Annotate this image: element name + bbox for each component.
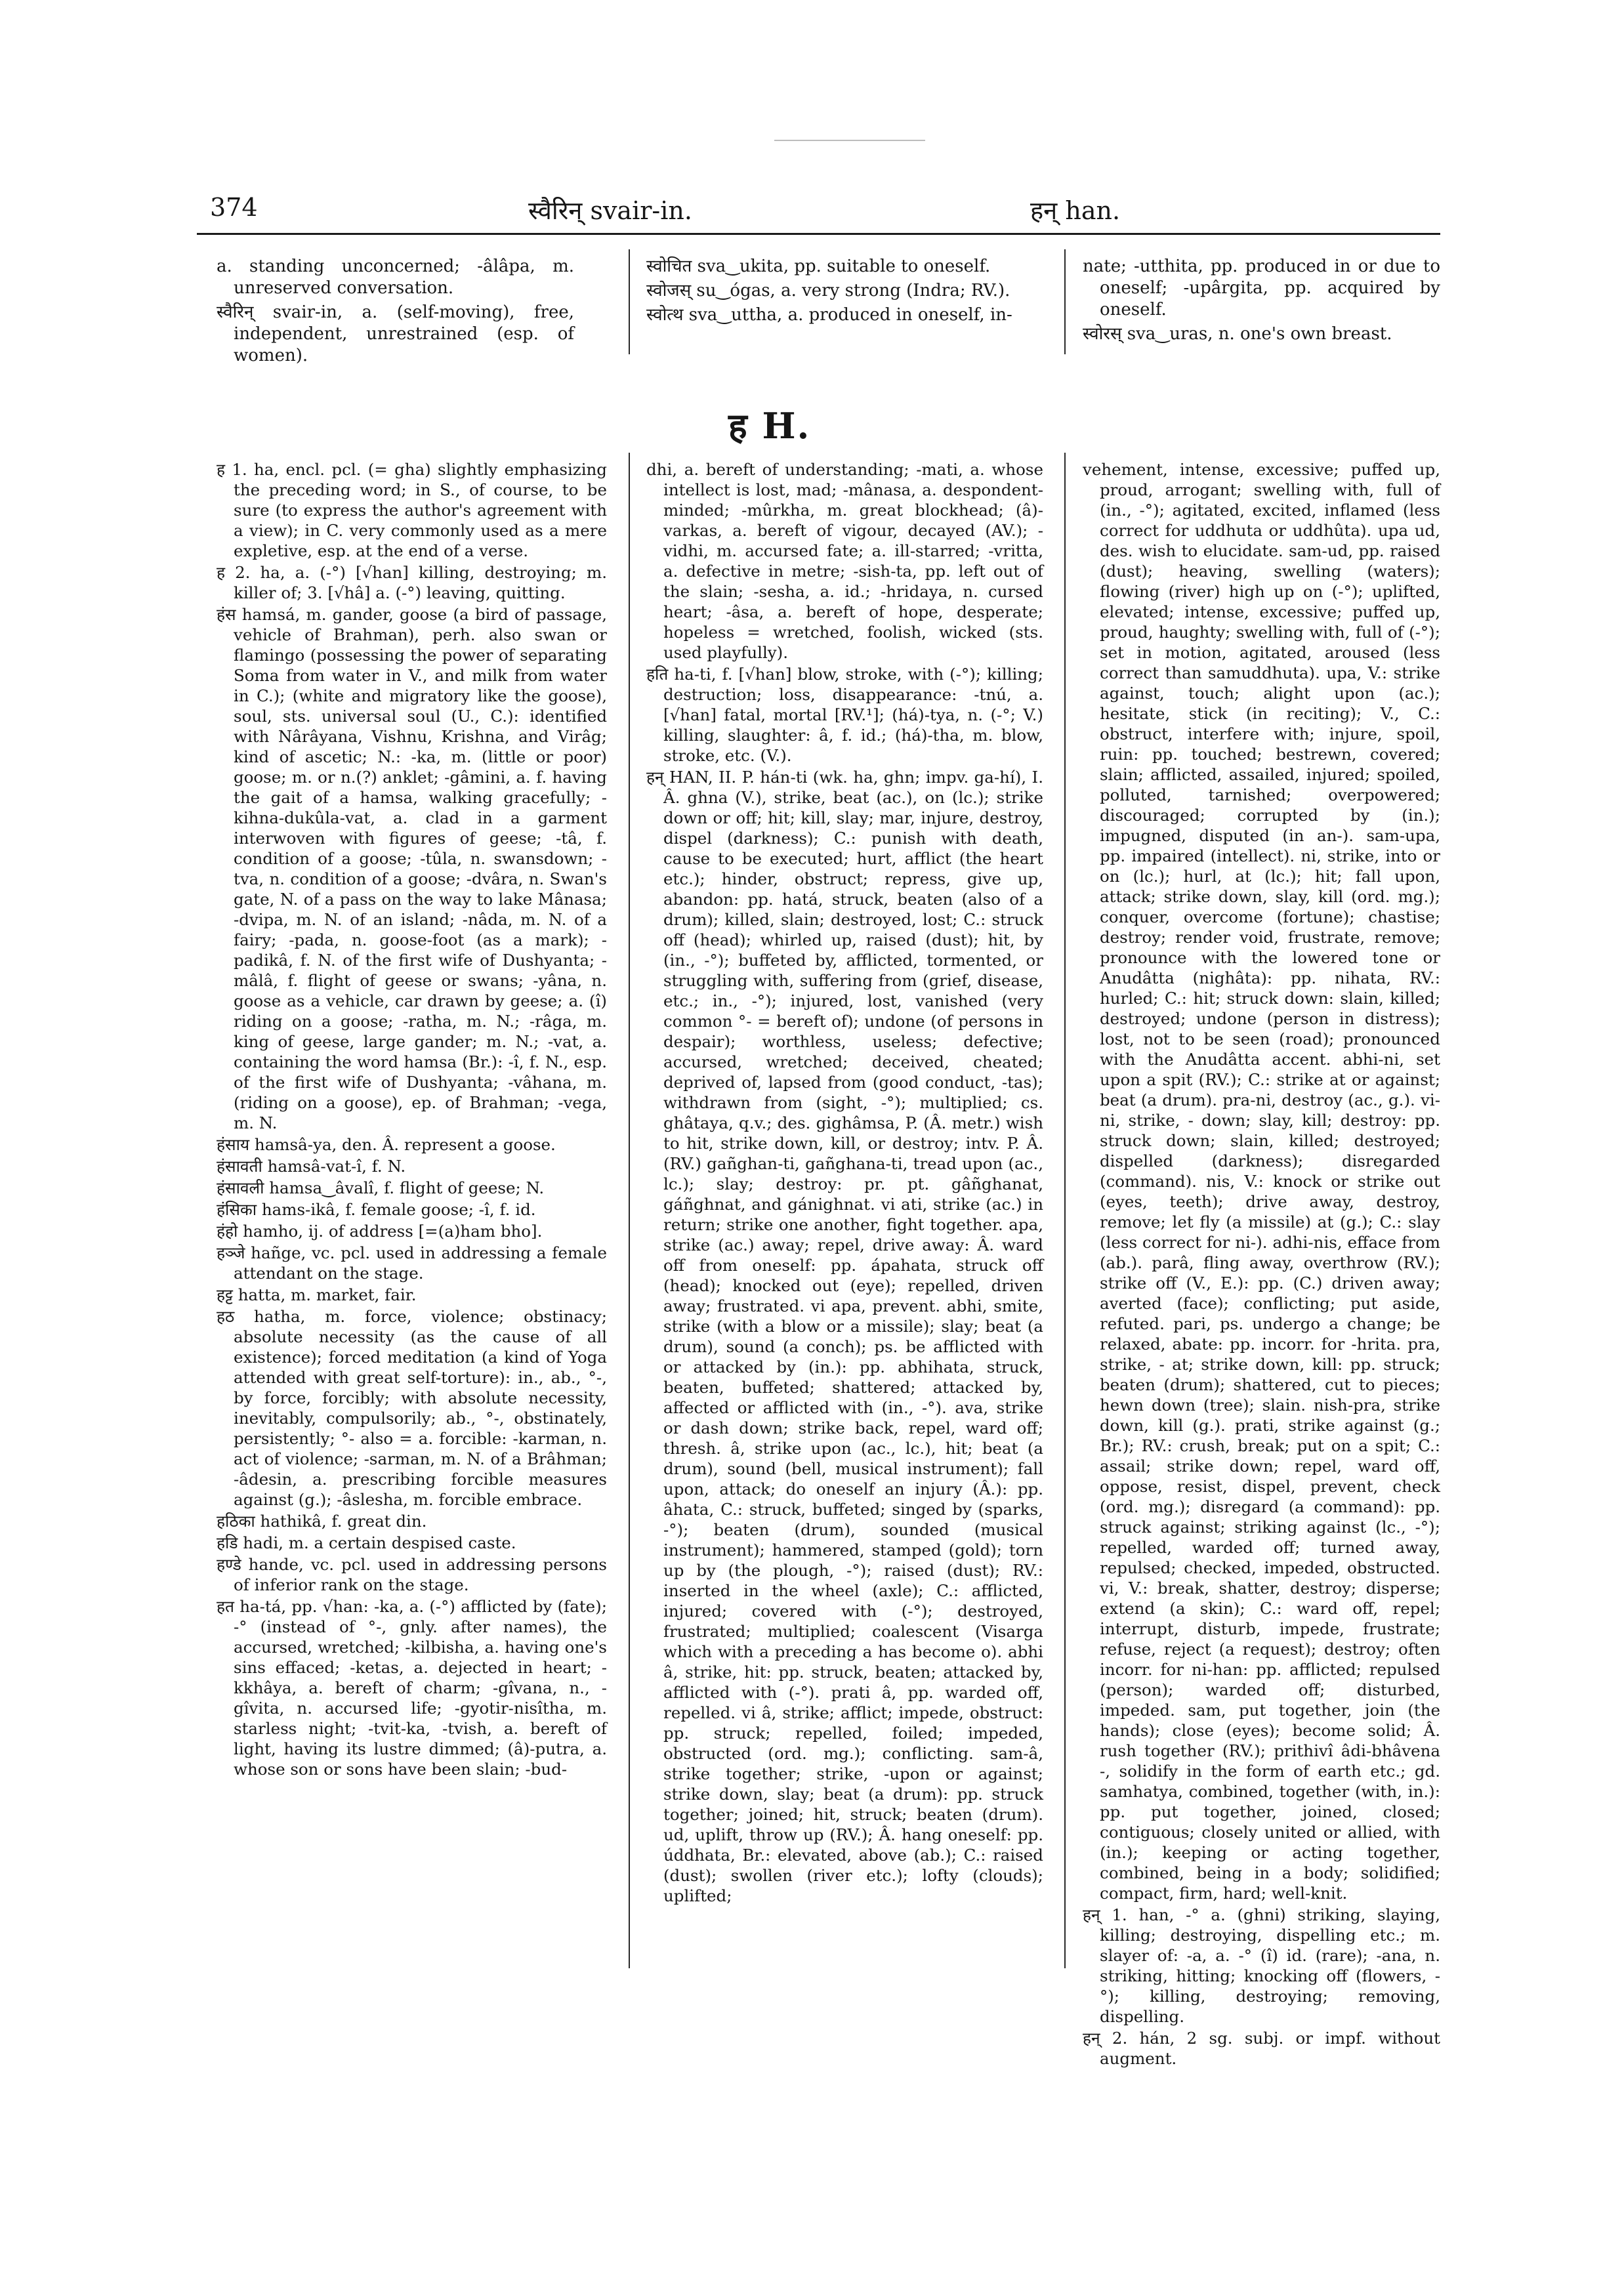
right-guide-word: हन् han. bbox=[1030, 196, 1121, 225]
entry: vehement, intense, excessive; puffed up, proud, arrogant; swelling with, full of (in., -°); agitated, excited, inflamed (less correct for uddhuta or uddhûta). upa ud, des. wish to elucidate. sam-ud, pp. raised (dust); heaving, swelling (waters); flowing (river) high up on (-°); uplifted, elevated; intense, excessive; puffed up, proud, haughty; swelling with, full of (-°); set in motion, agitated, aroused (less correct than samuddhuta). upa, V.: strike against, touch; alight upon (ac.); hesitate, stick (in reciting); V., C.: obstruct, interfere with; injure, spoil, ruin: pp. touched; bestrewn, covered; slain; afflicted, assailed, injured; spoiled, polluted, tarnished; overpowered; discouraged; corrupted by (in.); impugned, disputed (in an-). sam-upa, pp. impaired (intellect). ni, strike, into or on (lc.); hurl, at (lc.); hit; fall upon, attack; strike down, slay, kill (ord. mg.); conquer, overcome (fortune); chastise; destroy; render void, frustrate, remove; pronounce with the lowered tone or Anudâtta (nighâta): pp. nihata, RV.: hurled; C.: hit; struck down: slain, killed; destroyed; undone (person in distress); lost, not to be seen (road); pronounced with the Anudâtta accent. abhi-ni, set upon a spit (RV.); C.: strike at or against; beat (a drum). pra-ni, destroy (ac., g.). vi-ni, strike, - down; slay, kill; destroy: pp. struck down; slain, killed; destroyed; dispelled (darkness); disregarded (command). nis, V.: knock or strike out (eyes, teeth); drive away, destroy, remove; let fly (a missile) at (g.); C.: slay (less correct for ni-). adhi-nis, efface from (ab.). parâ, fling away, overthrow (RV.); strike off (V., E.): pp. (C.) driven away; averted (face); conflicting; put aside, refuted. pari, ps. undergo a change; be relaxed, abate: pp. incorr. for -hrita. pra, strike, - at; strike down, kill: pp. struck; beaten (drum); shattered, cut to pieces; hewn down (tree); slain. nish-pra, strike down, kill (g.). prati, strike against (g.; Br.); RV.: crush, break; put on a spit; C.: assail; strike down; repel, ward off, oppose, resist, dispel, prevent, check (ord. mg.); disregard (a command): pp. struck against; striking against (lc., -°); repelled, warded off; turned away, repulsed; checked, impeded, obstructed. vi, V.: break, shatter, destroy; disperse; extend (a skin); C.: ward off, repel; interrupt, disturb, impede, frustrate; refuse, reject (a request); destroy; often incorr. for ni-han: pp. afflicted; repulsed (person); warded off; disturbed, impeded. sam, put together, join (the hands); close (eyes); become solid; Â. rush together (RV.); prithivî âdi-bhâvena -, solidify in the form of earth etc.; gd. samhatya, combined, together (with, in.): pp. put together, joined, closed; contiguous; closely united or allied, with (in.); keeping or acting together, combined, being in a body; solidified; compact, firm, hard; well-knit. bbox=[1083, 460, 1440, 1903]
left-guide-word: स्वैरिन् svair-in. bbox=[528, 196, 692, 225]
entry: हंसाय hamsâ-ya, den. Â. represent a goose. bbox=[217, 1135, 556, 1154]
top-entry: a. standing unconcerned; -âlâpa, m. unreserved conversation. bbox=[217, 257, 574, 298]
entry: हंसावली hamsa‿âvalî, f. flight of geese; N. bbox=[217, 1178, 545, 1197]
main-column-1 bbox=[217, 459, 607, 1781]
entry: हठिका hathikâ, f. great din. bbox=[217, 1512, 427, 1531]
entry: ह 2. ha, a. (-°) [√han] killing, destroying; m. killer of; 3. [√hâ] a. (-°) leaving, quitting. bbox=[217, 563, 607, 602]
entry: हठ hatha, m. force, violence; obstinacy; absolute necessity (as the cause of all existence); forced meditation (a kind of Yoga attended with great self-torture): in., ab., °-, by force, forcibly; with absolute necessity, inevitably, compulsorily; ab., °-, obstinately, persistently; °- also = a. forcible: -karman, n. act of violence; -sarman, m. N. of a Brâhman; -âdesin, a. prescribing forcible measures against (g.); -âslesha, m. forcible embrace. bbox=[217, 1307, 607, 1509]
entry: हंसावती hamsâ-vat-î, f. N. bbox=[217, 1157, 406, 1176]
column-divider bbox=[1064, 453, 1066, 1968]
top-entry: स्वोचित sva‿ukita, pp. suitable to oneself. bbox=[646, 257, 991, 276]
column-divider bbox=[629, 453, 630, 1968]
running-header bbox=[197, 192, 1440, 228]
top-entry: स्वोत्थ sva‿uttha, a. produced in oneself, in- bbox=[646, 305, 1012, 325]
entry: हन् 2. hán, 2 sg. subj. or impf. without augment. bbox=[1083, 2029, 1440, 2068]
top-column-divider bbox=[1064, 249, 1066, 354]
entry: हंस hamsá, m. gander, goose (a bird of passage, vehicle of Brahman), perh. also swan or flamingo (possessing the power of separating Soma from water in V., and milk from water in C.); (white and migratory like the goose), soul, sts. universal soul (U., C.): identified with Nârâyana, Vishnu, Krishna, and Virâg; kind of ascetic; N.: -ka, m. (little or poor) goose; m. or n.(?) anklet; -gâmini, a. f. having the gait of a hamsa, walking gracefully; -kihna-dukûla-vat, a. clad in a garment interwoven with figures of geese; -tâ, f. condition of a goose; -tûla, n. swansdown; -tva, n. condition of a goose; -dvâra, n. Swan's gate, N. of a pass on the way to lake Mânasa; -dvipa, m. N. of an island; -nâda, m. N. of a fairy; -pada, n. goose-foot (as a mark); -padikâ, f. N. of the first wife of Dushyanta; -mâlâ, f. flight of geese or swans; -yâna, n. goose as a vehicle, car drawn by geese; a. (î) riding on a goose; -ratha, m. N.; -râga, m. king of geese, large gander; m. N.; -vat, a. containing the word hamsa (Br.): -î, f. N., esp. of the first wife of Dushyanta; -vâhana, m. (riding on a goose), ep. of Brahman; -vega, m. N. bbox=[217, 605, 607, 1132]
entry: हंसिका hams-ikâ, f. female goose; -î, f. id. bbox=[217, 1200, 536, 1219]
main-column-3 bbox=[1083, 459, 1440, 2070]
top-column-3 bbox=[1083, 256, 1440, 348]
entry: ह 1. ha, encl. pcl. (= gha) slightly emphasizing the preceding word; in S., of course, to be sure (to express the author's agreement with a view); in C. very commonly used as a mere expletive, esp. at the end of a verse. bbox=[217, 460, 607, 560]
top-entry: स्वैरिन् svair-in, a. (self-moving), free, independent, unrestrained (esp. of women). bbox=[217, 302, 574, 365]
entry: हन् HAN, II. P. hán-ti (wk. ha, ghn; impv. ga-hí), I. Â. ghna (V.), strike, beat (ac.), on (lc.); strike down or off; hit; kill, slay; mar, injure, destroy, dispel (darkness); C.: punish with death, cause to be executed; hurt, afflict (the heart etc.); hinder, obstruct; repress, give up, abandon: pp. hatá, struck, beaten (also of a drum); killed, slain; destroyed, lost; C.: struck off (head); whirled up, raised (dust); hit, by (in., -°); buffeted by, afflicted, tormented, or struggling with, suffering from (grief, disease, etc.; in., -°); injured, lost, vanished (very common °- = bereft of); undone (of persons in despair); worthless, useless; defective; accursed, wretched; deceived, cheated; deprived of, lapsed from (good conduct, -tas); withdrawn from (sight, -°); multiplied; cs. ghâtaya, q.v.; des. gighâmsa, P. (Â. metr.) wish to hit, strike down, kill, or destroy; intv. P. Â. (RV.) gañghan-ti, gañghana-ti, tread upon (ac., lc.); slay; destroy: pr. pt. gâñghanat, gáñghnat, and gánighnat. vi ati, strike (ac.) in return; strike one another, fight together. apa, strike (ac.) away; repel, drive away: Â. ward off from oneself: pp. ápahata, struck off (head); knocked out (eye); repelled, driven away; frustrated. vi apa, prevent. abhi, smite, strike (with a blow or a missile); slay; beat (a drum), sound (a conch); ps. be afflicted with or attacked by (in.): pp. abhihata, struck, beaten, buffeted; shattered; attacked by, affected or afflicted with (in., -°). ava, strike or dash down; strike back, repel, ward off; thresh. â, strike upon (ac., lc.), hit; beat (a drum), sound (bell, musical instrument); fall upon, attack; do oneself an injury (Â.): pp. âhata, C.: struck, buffeted; singed by (sparks, -°); beaten (drum), sounded (musical instrument); hammered, stamped (gold); torn up by (the plough, -°); raised (dust); RV.: inserted in the wheel (axle); C.: afflicted, injured; covered with (-°); destroyed, frustrated; multiplied; coalescent (Visarga which with a preceding a has become o). abhi â, strike, hit: pp. struck, beaten; attacked by, afflicted with (-°). prati â, pp. warded off, repelled. vi â, strike; afflict; impede, obstruct: pp. struck; repelled, foiled; impeded, obstructed (ord. mg.); conflicting. sam-â, strike together; strike, -upon or against; strike down, slay; beat (a drum): pp. struck together; joined; hit, struck; beaten (drum). ud, uplift, throw up (RV.); Â. hang oneself: pp. úddhata, Br.: elevated, above (ab.); C.: raised (dust); swollen (river etc.); lofty (clouds); uplifted; bbox=[646, 768, 1043, 1905]
main-column-2 bbox=[646, 459, 1043, 1907]
entry: dhi, a. bereft of understanding; -mati, a. whose intellect is lost, mad; -mânasa, a. despondent-minded; -mûrkha, m. great blockhead; (â)-varkas, a. bereft of vigour, decayed (AV.); -vidhi, m. accursed fate; a. ill-starred; -vritta, a. defective in metre; -sish-ta, pp. left out of the slain; -sesha, a. id.; -hridaya, n. cursed heart; -âsa, a. bereft of hope, desperate; hopeless = wretched, foolish, wicked (sts. used playfully). bbox=[646, 460, 1043, 662]
top-entry: स्वोरस् sva‿uras, n. one's own breast. bbox=[1083, 324, 1392, 344]
entry: हट्ट hatta, m. market, fair. bbox=[217, 1285, 417, 1304]
entry: हत ha-tá, pp. √han: -ka, a. (-°) afflicted by (fate); -° (instead of °-, gnly. after names), the accursed, wretched; -kilbisha, a. having one's sins effaced; -ketas, a. dejected in heart; -kkhâya, a. bereft of charm; -gîvana, n., -gîvita, n. accursed life; -gyotir-nisîtha, m. starless night; -tvit-ka, -tvish, a. bereft of light, having its lustre dimmed; (â)-putra, a. whose son or sons have been slain; -bud- bbox=[217, 1597, 607, 1779]
entry: हन् 1. han, -° a. (ghni) striking, slaying, killing; destroying, dispelling etc.; m. slayer of: -a, a. -° (î) id. (rare); -ana, n. striking, hitting; knocking off (flowers, -°); killing, destroying; removing, dispelling. bbox=[1083, 1905, 1440, 2026]
entry: हंहो hamho, ij. of address [=(a)ham bho]. bbox=[217, 1222, 543, 1241]
section-title: ह H. bbox=[728, 405, 811, 447]
entry: हति ha-ti, f. [√han] blow, stroke, with (-°); killing; destruction; loss, disappearance: -tnú, a. [√han] fatal, mortal [RV.¹]; (há)-tya, n. (-°; V.) killing, slaughter: â, f. id.; (há)-tha, m. blow, stroke, etc. (V.). bbox=[646, 665, 1043, 765]
header-rule bbox=[197, 233, 1440, 235]
entry: हञ्जे hañge, vc. pcl. used in addressing a female attendant on the stage. bbox=[217, 1243, 607, 1283]
top-entry: nate; -utthita, pp. produced in or due to oneself; -upârgita, pp. acquired by oneself. bbox=[1083, 257, 1440, 320]
top-entry: स्वोजस् su‿ógas, a. very strong (Indra; RV.). bbox=[646, 281, 1010, 300]
top-column-1 bbox=[217, 256, 574, 369]
top-column-2 bbox=[646, 256, 1040, 329]
page-number: 374 bbox=[210, 193, 258, 222]
top-column-divider bbox=[629, 249, 630, 354]
entry: हडि hadi, m. a certain despised caste. bbox=[217, 1533, 516, 1552]
top-rule bbox=[774, 140, 925, 141]
entry: हण्डे hande, vc. pcl. used in addressing persons of inferior rank on the stage. bbox=[217, 1555, 607, 1594]
